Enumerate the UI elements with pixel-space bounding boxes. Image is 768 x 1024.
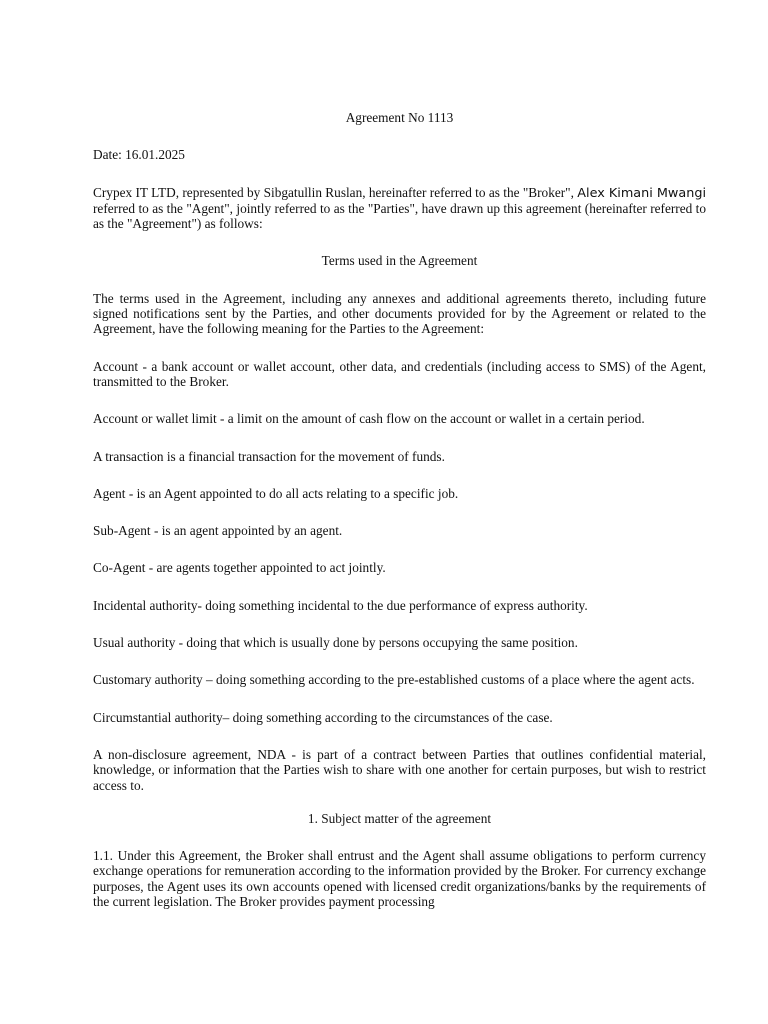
- document-body: [93, 110, 706, 909]
- agreement-date: Date: 16.01.2025: [93, 147, 185, 163]
- parties-intro-text: Crypex IT LTD, represented by Sibgatullin Ruslan, hereinafter referred to as the "Broker",: [93, 184, 574, 200]
- definition-sub-agent: Sub-Agent - is an agent appointed by an agent.: [93, 523, 343, 539]
- agreement-title: Agreement No 1113: [345, 110, 454, 125]
- definition-transaction: A transaction is a financial transaction for the movement of funds.: [93, 448, 445, 464]
- definition-circumstantial-authority: Circumstantial authority– doing something according to the circumstances of the case.: [93, 709, 553, 725]
- parties-paragraph: [93, 185, 706, 232]
- definition-account-limit: Account or wallet limit - a limit on the amount of cash flow on the account or wallet in a certain period.: [93, 411, 645, 427]
- section-1-heading: 1. Subject matter of the agreement: [307, 810, 492, 826]
- terms-heading: Terms used in the Agreement: [321, 253, 478, 269]
- definition-customary-authority: Customary authority – doing something according to the pre-established customs of a place where the agent acts.: [93, 672, 695, 688]
- definition-agent: Agent - is an Agent appointed to do all acts relating to a specific job.: [93, 485, 459, 501]
- section-1-paragraph: 1.1. Under this Agreement, the Broker shall entrust and the Agent shall assume obligations to perform currency exchange operations for remuneration according to the information provided by the Broker. For currency exchange purposes, the Agent uses its own accounts opened with licensed credit organizations/banks by the requirements of the current legislation. The Broker provides payment processing: [93, 848, 706, 910]
- definition-co-agent: Co-Agent - are agents together appointed to act jointly.: [93, 560, 386, 576]
- definition-account: Account - a bank account or wallet account, other data, and credentials (including access to SMS) of the Agent, transmitted to the Broker.: [93, 358, 706, 389]
- terms-intro-paragraph: The terms used in the Agreement, including any annexes and additional agreements thereto, including future signed notifications sent by the Parties, and other documents provided for by the Agreement or related to the Agreement, have the following meaning for the Parties to the Agreement:: [93, 290, 706, 337]
- definition-usual-authority: Usual authority - doing that which is usually done by persons occupying the same position.: [93, 635, 578, 651]
- definition-incidental-authority: Incidental authority- doing something incidental to the due performance of express authority.: [93, 597, 588, 613]
- definition-nda: A non-disclosure agreement, NDA - is part of a contract between Parties that outlines confidential material, knowledge, or information that the Parties wish to share with one another for certain purposes, but wish to restrict access to.: [93, 746, 706, 793]
- parties-continued-text: referred to as the "Agent", jointly referred to as the "Parties", have drawn up this agreement (hereinafter referred to as the "Agreement") as follows:: [93, 200, 706, 232]
- agent-name: Alex Kimani Mwangi: [577, 185, 706, 201]
